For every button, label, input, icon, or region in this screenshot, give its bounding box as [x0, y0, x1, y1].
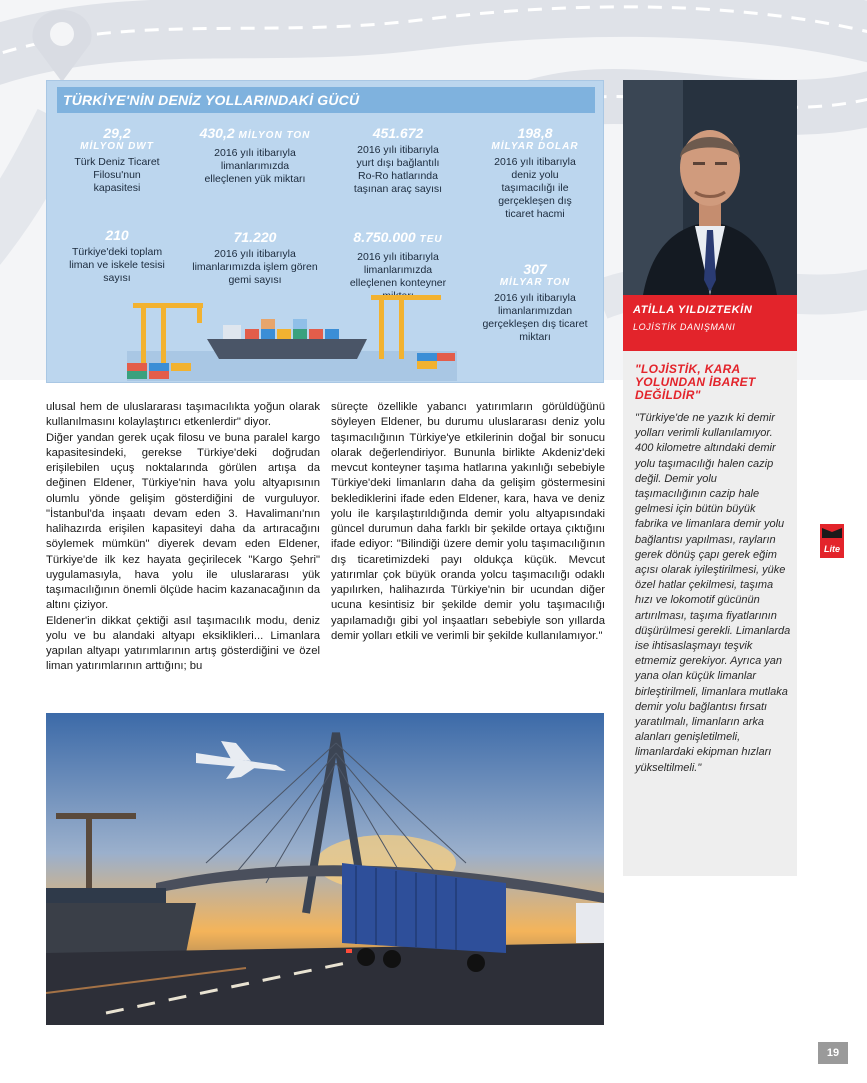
stat-value: 71.220 [233, 229, 277, 245]
stat-desc: 2016 yılı itibarıyla yurt dışı bağlantılı Ro-Ro hatlarında taşınan araç sayısı [353, 144, 443, 195]
stat-value-line [333, 229, 463, 248]
stat-value: 210 [105, 227, 129, 243]
article-column-2 [331, 400, 605, 644]
stat-trade-volume [471, 125, 599, 221]
stat-desc: 2016 yılı itibarıyla deniz yolu taşımacılığı ile gerçekleşen dış ticaret hacmi [494, 156, 576, 220]
article-paragraph: ulusal hem de uluslararası taşımacılıkta yoğun olarak kullanılmasını kolaylaştırıcı etkenlerdir" diyor. [46, 401, 320, 429]
cargo-ship-illustration [127, 289, 457, 381]
logistics-photo [46, 713, 604, 1025]
stat-ships-processed [185, 229, 325, 287]
article-column-1 [46, 400, 320, 675]
stat-cargo-handled [185, 125, 325, 186]
stat-unit: MİLYON DWT [80, 141, 154, 152]
expert-portrait-photo [623, 80, 797, 295]
stat-desc: 2016 yılı itibarıyla limanlarımızda işlem gören gemi sayısı [192, 248, 318, 286]
lite-brand-logo [820, 524, 844, 558]
maritime-stats-infobox [46, 80, 604, 383]
expert-name-box [623, 295, 797, 351]
quote-title: "LOJİSTİK, KARA YOLUNDAN İBARET DEĞİLDİR" [635, 362, 756, 402]
article-paragraph: Eldener'in dikkat çektiği asıl taşımacılık modu, deniz yolu ve bu alandaki altyapı eksiklikleri... Limanlara yapılan altyapı yatırımlarının artış gösterdiğini ve özel liman yatırımlarının arttığını; bu [46, 614, 320, 673]
article-paragraph: süreçte özellikle yabancı yatırımların görüldüğünü söyleyen Eldener, bu durumu uluslararası deniz yolu taşımacılığının Türkiye'ye etkilerinin doğal bir sonucu olarak değerlendiriyor. Bununla birlikte Akdeniz'deki mevcut konteyner taşıma hatlarına yakınlığı sebebiyle Türkiye'deki limanların daha da gelişim göstermesini beklediklerini ifade eden Eldener, kara, hava ve deniz yolu ile karşılaştırıldığında demir yolu altyapısındaki güncel durumun daha farklı bir şekilde ortaya çıktığını ifade ediyor: "Bilindiği üzere demir yolu taşımacılığının dış ticaretimizdeki payı oldukça küçük. Mevcut yatırımlar çok büyük oranda yolcu taşımacılığı odaklı yapılırken, halihazırda Türkiye'nin bir ucundan diğer ucuna kesintisiz bir şekilde demir yolu taşımacılığı yapılamadığı gibi yol inşaatları sebebiyle son yıllarda demir yolları etkili ve verimli bir şekilde kullanılamıyor." [331, 401, 605, 642]
stat-unit: MİLYAR DOLAR [491, 141, 579, 152]
stat-unit: MİLYAR TON [499, 277, 571, 288]
stat-desc: Türkiye'deki toplam liman ve iskele tesisi sayısı [69, 246, 165, 284]
expert-profile-sidebar [623, 80, 797, 876]
stat-value: 29,2 [103, 125, 131, 141]
stat-roro-vehicles [333, 125, 463, 196]
stat-value: 430,2 [199, 125, 235, 141]
quote-body: "Türkiye'de ne yazık ki demir yolları verimli kullanılamıyor. 400 kilometre altındaki demir yolu taşımacılığı halen cazip değil. Demir yolu taşımacılığının cazip hale gelmesi için bütün büyük fabrika ve limanlara demir yolu bağlantısı yapılması, rayların gerek dönüş çapı gerek eğim açısı olarak iyileştirilmesi, yüke özel hatlar çekilmesi, taşıma hızı ve lokomotif gücünün artırılması, taşıma fiyatlarının düşürülmesi gerekli. Limanlarda ise ihtisaslaşmayı teşvik etmemiz gerekiyor. Ayrıca yan yana olan küçük limanlar birleştirilmeli, limanlara mutlaka demir yolu bağlantısı fırsatı yaratılmalı, limanların arka alanları genişletilmeli, limanlardaki ekipman hızları yükseltilmeli." [635, 412, 791, 774]
stat-unit: TEU [419, 234, 443, 245]
stat-value: 198,8 [517, 125, 553, 141]
stat-value-line [185, 125, 325, 144]
stat-value: 307 [523, 261, 547, 277]
stat-desc: 2016 yılı itibarıyla limanlarımızda elleçlenen konteyner [349, 251, 447, 289]
stat-value: 8.750.000 [353, 229, 416, 245]
stat-desc: 2016 yılı itibarıyla limanlarımızda elleçlenen yük miktarı [204, 147, 306, 185]
stat-value: 451.672 [372, 125, 424, 141]
infobox-title: TÜRKİYE'NİN DENİZ YOLLARINDAKİ GÜCÜ [57, 87, 595, 113]
brand-logo-text: Lite [823, 544, 841, 554]
stat-port-facilities [57, 227, 177, 285]
stat-desc: Türk Deniz Ticaret Filosu'nun kapasitesi [74, 156, 160, 194]
expert-name: ATİLLA YILDIZTEKİN [633, 304, 753, 316]
stat-fleet-capacity [57, 125, 177, 195]
page-number: 19 [818, 1042, 848, 1064]
expert-role: LOJİSTİK DANIŞMANI [633, 322, 736, 332]
article-paragraph: Diğer yandan gerek uçak filosu ve buna paralel kargo kapasitesindeki, gerekse Türkiye'deki doğrudan erişilebilen uçuş noktalarında görülen artışa da değinen Eldener, Türkiye'nin hava yolu altyapısının olumlu yönde gelişim gösterdiğini de vurguluyor. "İstanbul'da inşaatı devam eden 3. Havalimanı'nın halihazırda erişilen kapasiteyi daha da artıracağını söylemek mümkün" diyerek devam eden Eldener, Türkiye'de ilk kez hayata geçirilecek "Kargo Şehri" uygulamasıyla, hava yolu ile uluslararası yük taşımacılığının önemli ölçüde hacim kazanacağının da altını çiziyor. [46, 431, 320, 612]
stat-desc: 2016 yılı itibarıyla limanlarımızdan gerçekleşen dış ticaret miktarı [482, 292, 588, 343]
stat-trade-tonnage [471, 261, 599, 344]
stat-unit: MİLYON TON [238, 130, 311, 141]
